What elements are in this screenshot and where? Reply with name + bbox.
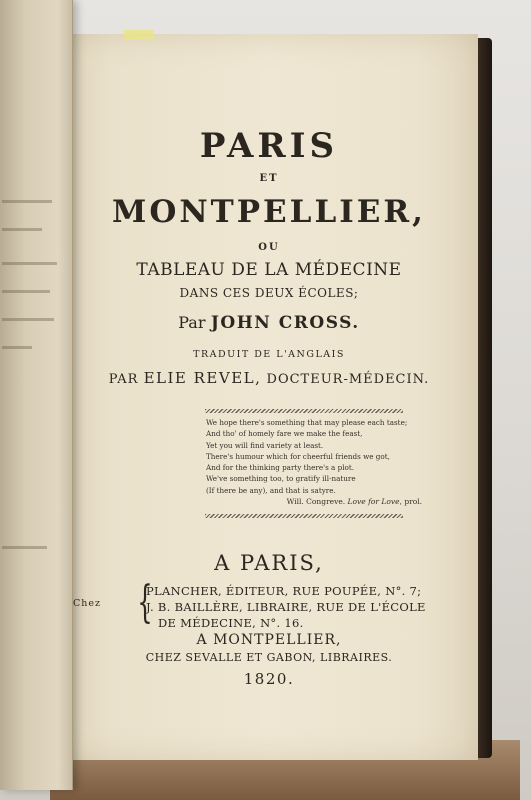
publisher-2: CHEZ SEVALLE ET GABON, LIBRAIRES.	[145, 651, 393, 664]
epigraph-line: Yet you will find variety at least.	[206, 440, 324, 450]
epigraph-line: And for the thinking party there's a plot.	[206, 463, 355, 473]
conjunction-et: ET	[259, 173, 279, 184]
epigraph-line: And tho' of homely fare we make the feast,	[206, 429, 363, 439]
show-through-text	[2, 200, 52, 203]
show-through-text	[2, 262, 57, 265]
imprint-city-2: A MONTPELLIER,	[196, 632, 342, 648]
title-page	[60, 34, 478, 760]
book-title: PARIS	[199, 126, 339, 166]
publisher-line: DE MÉDECINE, N°. 16.	[158, 616, 304, 630]
ornamental-rule-top	[205, 409, 403, 413]
attribution-suffix: , prol.	[399, 497, 422, 507]
translator-name: ELIE REVEL,	[143, 369, 262, 387]
ornamental-rule-bottom	[205, 514, 403, 518]
book-subtitle: MONTPELLIER,	[112, 194, 426, 230]
translation-note: TRADUIT DE L'ANGLAIS	[193, 349, 345, 360]
epigraph-line: There's humour which for cheerful friends we got,	[206, 451, 390, 461]
show-through-text	[2, 290, 50, 293]
alternate-title: TABLEAU DE LA MÉDECINE	[136, 260, 402, 280]
conjunction-ou: OU	[258, 242, 280, 253]
translator-line	[60, 369, 478, 387]
epigraph	[206, 417, 426, 507]
facing-page	[0, 0, 73, 790]
author-prefix: Par	[178, 313, 206, 332]
brace-glyph: {	[137, 577, 153, 628]
show-through-text	[2, 228, 42, 231]
publication-year: 1820.	[243, 670, 295, 688]
epigraph-line: We've something too, to gratify ill-nature	[206, 474, 356, 484]
epigraph-line: We hope there's something that may please each taste;	[206, 418, 408, 427]
paper-tab	[124, 30, 154, 40]
author-line	[60, 313, 478, 333]
imprint-city: A PARIS,	[214, 551, 324, 575]
show-through-text	[2, 546, 47, 549]
translator-title: DOCTEUR-MÉDECIN.	[266, 372, 430, 387]
epigraph-attribution	[206, 496, 426, 507]
epigraph-line: (If there be any), and that is satyre.	[206, 485, 336, 495]
show-through-text	[2, 346, 32, 349]
show-through-text	[2, 318, 54, 321]
attribution-work: Love for Love	[347, 497, 400, 507]
publisher-line: PLANCHER, ÉDITEUR, RUE POUPÉE, N°. 7;	[146, 584, 422, 598]
translator-prefix: PAR	[108, 372, 139, 387]
attribution-author: Will. Congreve.	[286, 497, 346, 507]
imprint-chez: Chez	[73, 598, 102, 609]
author-name: JOHN CROSS.	[210, 313, 360, 333]
publisher-line: J. B. BAILLÈRE, LIBRAIRE, RUE DE L'ÉCOLE	[146, 600, 426, 614]
alternate-title-line2: DANS CES DEUX ÉCOLES;	[179, 286, 359, 300]
